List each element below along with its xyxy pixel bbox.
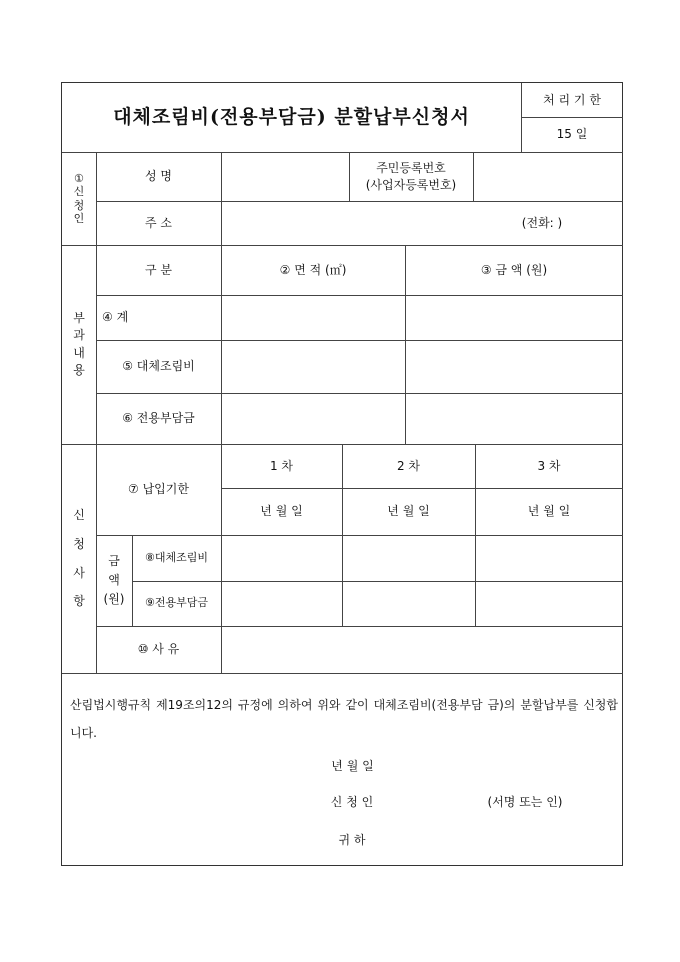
conversion-row-label: ⑥ 전용부담금: [122, 411, 195, 426]
recipient-line: 귀 하: [338, 832, 366, 847]
installment-1-header: 1 차: [269, 458, 294, 473]
area-header: ② 면 적 (㎡): [279, 262, 347, 277]
reforestation-row-label: ⑤ 대체조림비: [122, 359, 195, 374]
reforestation-amount-field[interactable]: [406, 340, 623, 393]
statement-text: 산림법시행규칙 제19조의12의 규정에 의하여 위와 같이 대체조림비(전용부담 금)의 분할납부를 신청합니다.: [70, 698, 618, 740]
total-area-field[interactable]: [222, 295, 405, 340]
reforestation-area-field[interactable]: [222, 340, 405, 393]
category-header: 구 분: [145, 262, 172, 277]
installment-3-header: 3 차: [537, 458, 561, 473]
amount-group-label: 금 액 (원): [103, 553, 125, 607]
address-label: 주 소: [145, 215, 172, 230]
installment-1-date[interactable]: 년 월 일: [260, 504, 303, 519]
conversion-installment-2[interactable]: [343, 581, 475, 626]
installment-3-date[interactable]: 년 월 일: [527, 504, 571, 519]
levy-section-label: 부 과 내 용: [73, 310, 85, 377]
total-amount-field[interactable]: [406, 295, 623, 340]
resident-id-label: 주민등록번호 (사업자등록번호): [365, 161, 457, 192]
phone-label: (전화: ): [521, 215, 563, 230]
applicant-signature-label: 신 청 인: [330, 794, 374, 809]
resident-id-field[interactable]: [474, 152, 623, 201]
line: [62, 673, 623, 674]
request-section-label: 신 청 사 항: [73, 508, 85, 609]
installment-2-header: 2 차: [396, 458, 421, 473]
conversion-installment-3[interactable]: [476, 581, 623, 626]
conversion-area-field[interactable]: [222, 393, 405, 444]
date-line[interactable]: 년 월 일: [331, 758, 374, 773]
total-row-label: ④ 계: [102, 310, 129, 325]
conversion-installment-1[interactable]: [222, 581, 342, 626]
amount-header: ③ 금 액 (원): [480, 262, 548, 277]
deadline-label: ⑦ 납입기한: [128, 482, 189, 497]
conversion-amount-field[interactable]: [406, 393, 623, 444]
name-label: 성 명: [145, 169, 172, 184]
reforestation-installment-1[interactable]: [222, 535, 342, 581]
processing-period-label: 처 리 기 한: [543, 92, 601, 107]
reforestation-installment-2[interactable]: [343, 535, 475, 581]
signature-note: (서명 또는 인): [487, 794, 563, 809]
reason-label: ⑩ 사 유: [137, 642, 180, 657]
reforestation-amount-label: ⑧대체조림비: [145, 550, 208, 564]
form-title: 대체조림비(전용부담금) 분할납부신청서: [113, 105, 470, 128]
installment-2-date[interactable]: 년 월 일: [387, 504, 430, 519]
applicant-section-label: ① 신 청 인: [73, 172, 85, 225]
application-form: [61, 82, 623, 866]
processing-period-value: 15 일: [556, 127, 588, 142]
name-field[interactable]: [222, 152, 349, 201]
conversion-amount-label: ⑨전용부담금: [145, 596, 208, 610]
reason-field[interactable]: [222, 626, 623, 673]
reforestation-installment-3[interactable]: [476, 535, 623, 581]
